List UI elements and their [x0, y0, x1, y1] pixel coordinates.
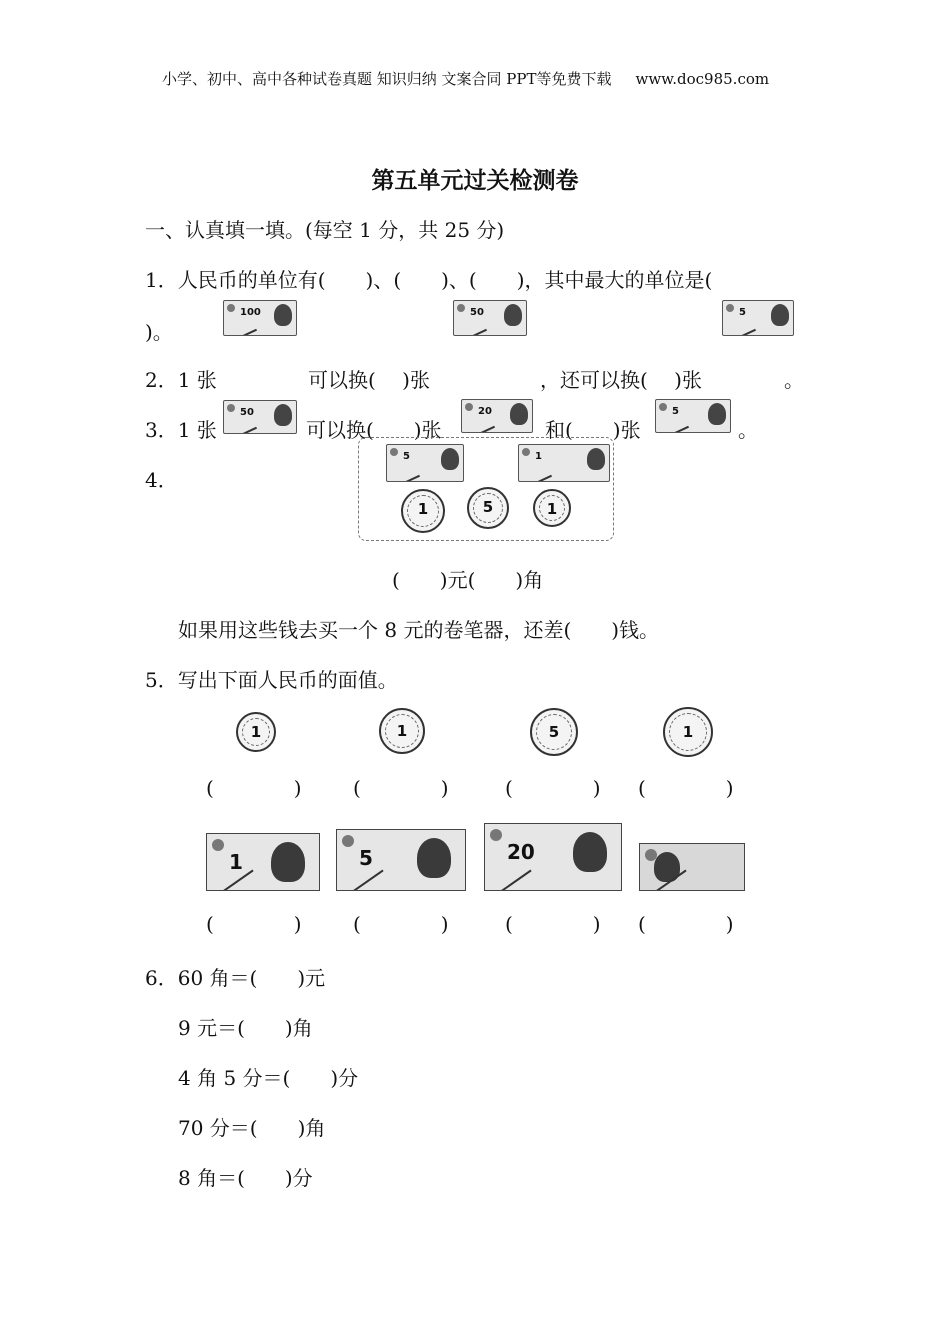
banknote-5-q3: 5 [655, 399, 731, 433]
question-6-line-5: 8 角＝( )分 [178, 1166, 313, 1190]
section-heading: 一、认真填一填。(每空 1 分，共 25 分) [145, 218, 505, 242]
question-2-start: 2．1 张 [145, 368, 217, 392]
banknote-100: 100 [223, 300, 297, 336]
question-6-line-2: 9 元＝( )角 [178, 1016, 313, 1040]
question-1-cont: )。 [145, 320, 173, 344]
question-3-start: 3．1 张 [145, 418, 217, 442]
coin-5-jiao: 5 [467, 487, 509, 529]
banknote-5-q4: 5 [386, 444, 464, 482]
coin-5-jiao-q5: 5 [530, 708, 578, 756]
answer-blank-note-3: ( ) [505, 912, 601, 936]
answer-blank-note-2: ( ) [353, 912, 449, 936]
banknote-1-q5: 1 [206, 833, 320, 891]
question-3-end: 。 [738, 418, 758, 442]
banknote-1-jiao-q5 [639, 843, 745, 891]
question-2-end: 。 [784, 368, 804, 392]
question-3-mid: 可以换( )张 [306, 418, 442, 442]
page-header [162, 68, 769, 89]
header-text: 小学、初中、高中各种试卷真题 知识归纳 文案合同 PPT等免费下载 [162, 70, 612, 88]
answer-blank-coin-3: ( ) [505, 776, 601, 800]
question-4-number: 4． [145, 468, 178, 492]
coin-1-fen: 1 [236, 712, 276, 752]
question-4-answer: ( )元( )角 [392, 568, 544, 592]
banknote-5: 5 [722, 300, 794, 336]
coin-1-yuan-q5: 1 [379, 708, 425, 754]
answer-blank-coin-1: ( ) [206, 776, 302, 800]
answer-blank-coin-4: ( ) [638, 776, 734, 800]
banknote-1-q4: 1 [518, 444, 610, 482]
answer-blank-note-1: ( ) [206, 912, 302, 936]
banknote-20-q3: 20 [461, 399, 533, 433]
question-5: 5．写出下面人民币的面值。 [145, 668, 398, 692]
header-site: www.doc985.com [635, 70, 770, 88]
banknote-20-q5: 20 [484, 823, 622, 891]
coin-1-jiao: 1 [533, 489, 571, 527]
question-1: 1．人民币的单位有( )、( )、( )，其中最大的单位是( [145, 268, 713, 292]
question-3-mid2: 和( )张 [545, 418, 641, 442]
coin-1-yuan-q5b: 1 [663, 707, 713, 757]
page-title: 第五单元过关检测卷 [371, 168, 579, 194]
banknote-50-q3: 50 [223, 400, 297, 434]
question-4-followup: 如果用这些钱去买一个 8 元的卷笔器，还差( )钱。 [178, 618, 660, 642]
answer-blank-coin-2: ( ) [353, 776, 449, 800]
banknote-50: 50 [453, 300, 527, 336]
question-6-line-4: 70 分＝( )角 [178, 1116, 326, 1140]
question-2-mid2: ，还可以换( )张 [540, 368, 702, 392]
coin-1-yuan: 1 [401, 489, 445, 533]
question-2-mid: 可以换( )张 [308, 368, 430, 392]
answer-blank-note-4: ( ) [638, 912, 734, 936]
question-6-line-1: 6．60 角＝( )元 [145, 966, 326, 990]
banknote-5-q5: 5 [336, 829, 466, 891]
question-6-line-3: 4 角 5 分＝( )分 [178, 1066, 359, 1090]
